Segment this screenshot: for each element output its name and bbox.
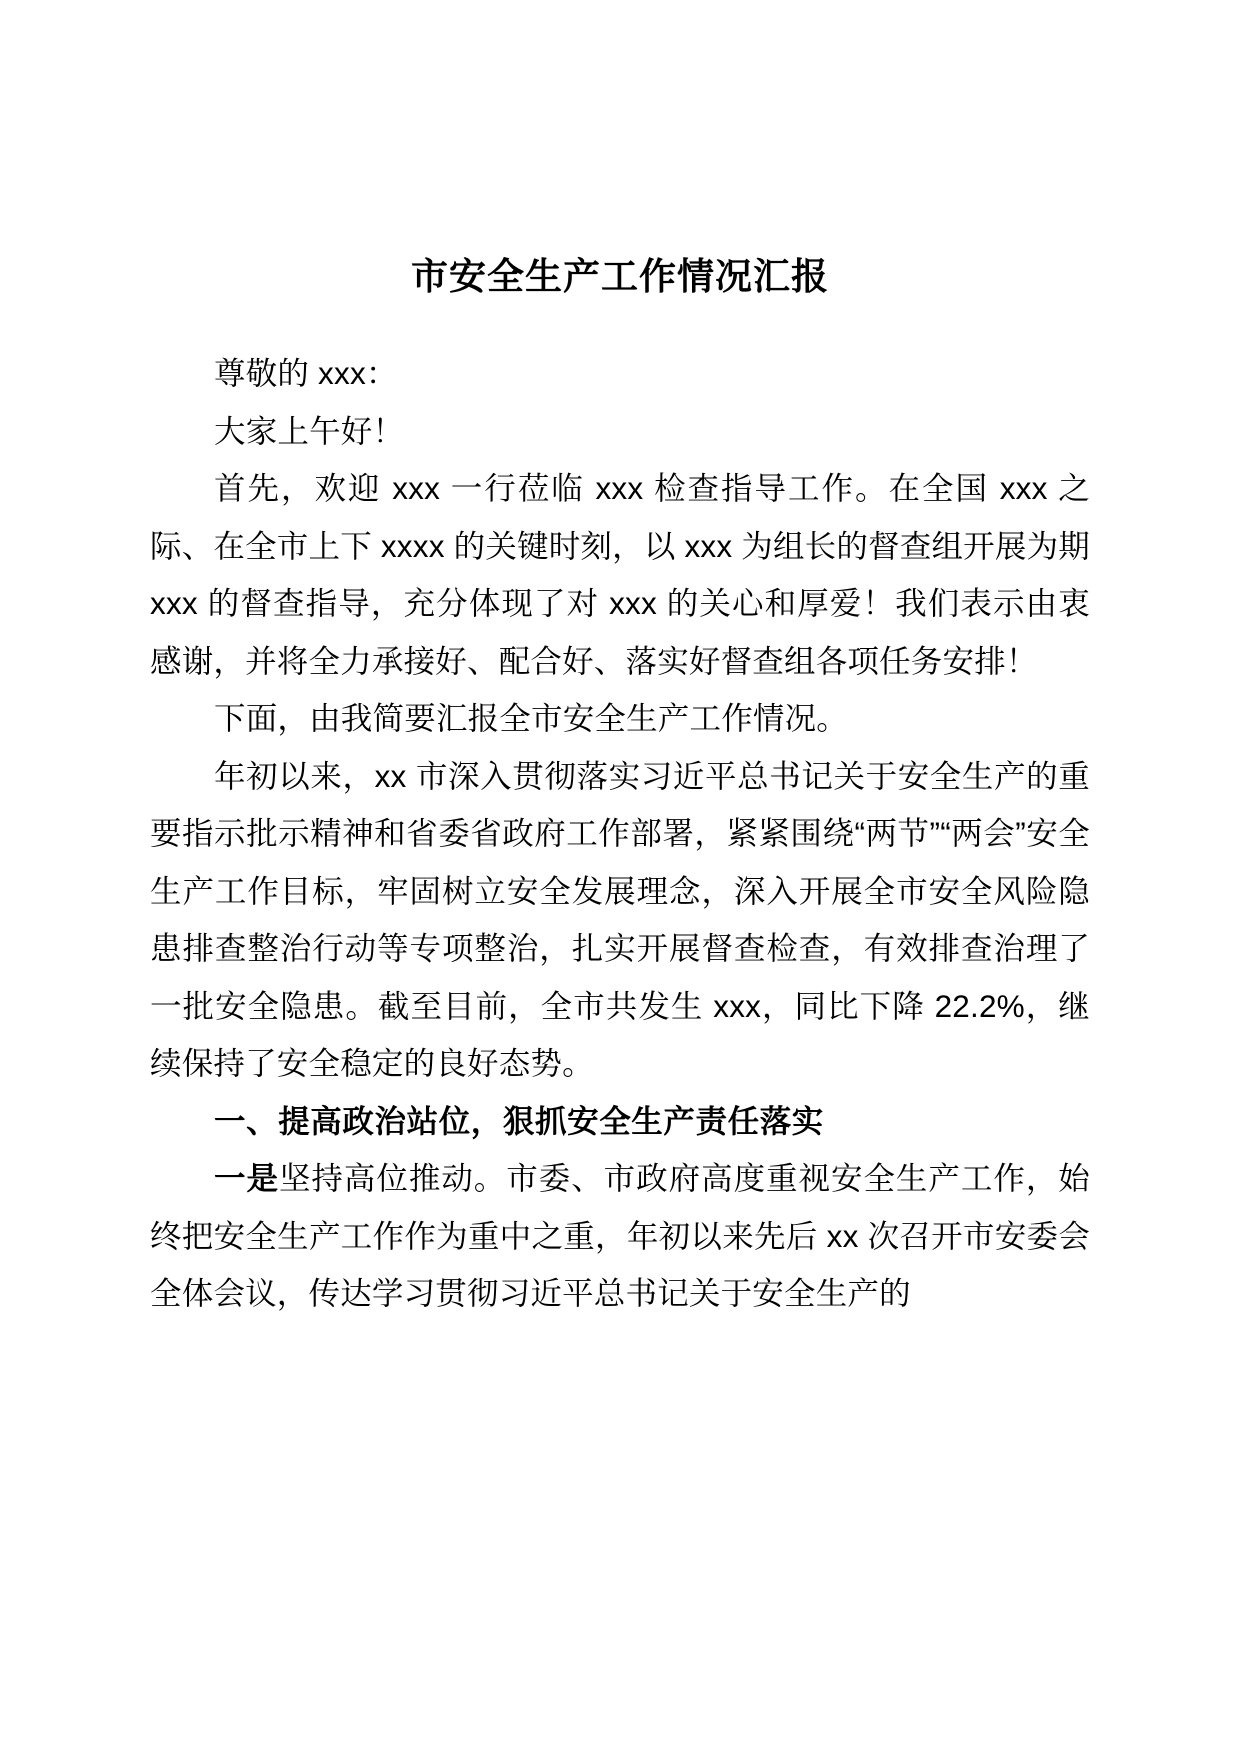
section-heading-one: 一、提高政治站位，狠抓安全生产责任落实: [214, 1102, 824, 1139]
document-body: [150, 0, 1090, 1323]
overview-paragraph: 年初以来，xx 市深入贯彻落实习近平总书记关于安全生产的重要指示批示精神和省委省政府工作部署，紧紧围绕“两节”“两会”安全生产工作目标，牢固树立安全发展理念，深入开展全市安全风险隐患排查整治行动等专项整治，扎实开展督查检查，有效排查治理了一批安全隐患。截至目前，全市共发生 xxx，同比下降 22.2%，继续保持了安全稳定的良好态势。: [150, 757, 1090, 1081]
page-title: 市安全生产工作情况汇报: [411, 256, 829, 297]
salutation-paragraph: 尊敬的 xxx：: [214, 355, 398, 391]
welcome-paragraph: 首先，欢迎 xxx 一行莅临 xxx 检查指导工作。在全国 xxx 之际、在全市上下 xxxx 的关键时刻，以 xxx 为组长的督查组开展为期 xxx 的督查指导，充分体现了对 xxx 的关心和厚爱！我们表示由衷感谢，并将全力承接好、配合好、落实好督查组各项任务安排！: [150, 470, 1090, 679]
section-one-lead-label: 一是: [214, 1160, 279, 1196]
section-one-body: [150, 1150, 1090, 1323]
title-spacer: [150, 301, 1090, 345]
greeting-paragraph: 大家上午好！: [214, 412, 405, 449]
transition-paragraph: 下面，由我简要汇报全市安全生产工作情况。: [214, 700, 849, 736]
section-one-body-text: 坚持高位推动。市委、市政府高度重视安全生产工作，始终把安全生产工作作为重中之重，年初以来先后 xx 次召开市安委会全体会议，传达学习贯彻习近平总书记关于安全生产的: [150, 1160, 1091, 1311]
